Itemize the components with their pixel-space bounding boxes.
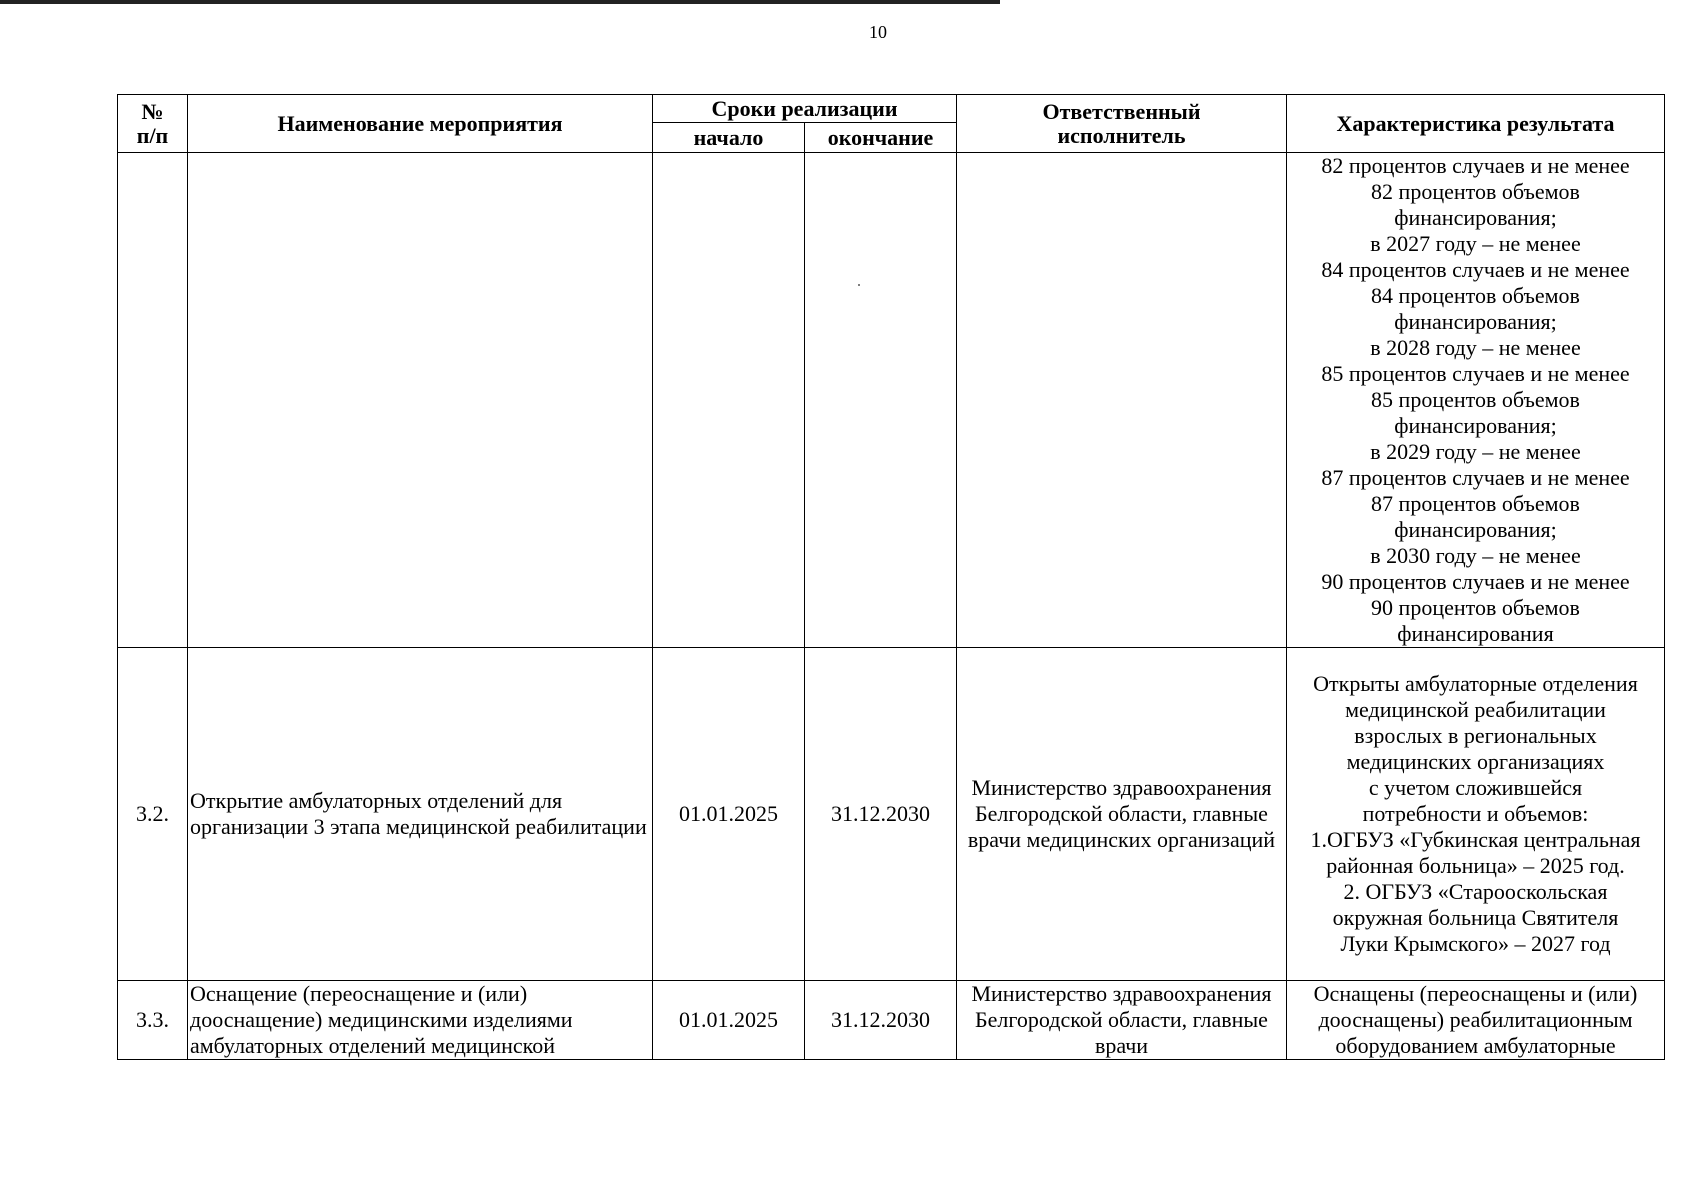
header-executor: Ответственный исполнитель <box>957 95 1287 153</box>
header-terms: Сроки реализации <box>653 95 957 123</box>
page-number: 10 <box>869 22 887 42</box>
table-row <box>118 981 1665 1060</box>
header-end: окончание <box>805 123 957 153</box>
row-end <box>805 153 957 648</box>
row-result: 82 процентов случаев и не менее 82 процентов объемов финансирования; в 2027 году – не менее 84 процентов случаев и не менее 84 процентов объемов финансирования; в 2028 году – не менее 85 процентов случаев и не менее 85 процентов объемов финансирования; в 2029 году – не менее 87 процентов случаев и не менее 87 процентов объемов финансирования; в 2030 году – не менее 90 процентов случаев и не менее 90 процентов объемов финансирования <box>1287 153 1665 648</box>
row-num: 3.2. <box>118 648 188 981</box>
scan-speck <box>858 284 860 286</box>
row-executor: Министерство здравоохранения Белгородской области, главные врачи медицинских организаций <box>957 648 1287 981</box>
row-num: 3.3. <box>118 981 188 1060</box>
activities-table <box>117 94 1665 1060</box>
row-executor <box>957 153 1287 648</box>
row-result: Открыты амбулаторные отделения медицинской реабилитации взрослых в региональных медицинских организациях с учетом сложившейся потребности и объемов: 1.ОГБУЗ «Губкинская центральная районная больница» – 2025 год. 2. ОГБУЗ «Старооскольская окружная больница Святителя Луки Крымского» – 2027 год <box>1287 648 1665 981</box>
row-start <box>653 153 805 648</box>
table-row <box>118 153 1665 648</box>
header-result: Характеристика результата <box>1287 95 1665 153</box>
row-end: 31.12.2030 <box>805 981 957 1060</box>
row-result: Оснащены (переоснащены и (или) дооснащены) реабилитационным оборудованием амбулаторные <box>1287 981 1665 1060</box>
scan-border-line <box>0 0 1000 4</box>
header-start: начало <box>653 123 805 153</box>
row-start: 01.01.2025 <box>653 648 805 981</box>
row-start: 01.01.2025 <box>653 981 805 1060</box>
header-name: Наименование мероприятия <box>188 95 653 153</box>
row-end: 31.12.2030 <box>805 648 957 981</box>
row-name: Оснащение (переоснащение и (или) дооснащение) медицинскими изделиями амбулаторных отделений медицинской <box>188 981 653 1060</box>
table-row <box>118 648 1665 981</box>
row-name: Открытие амбулаторных отделений для организации 3 этапа медицинской реабилитации <box>188 648 653 981</box>
row-executor: Министерство здравоохранения Белгородской области, главные врачи <box>957 981 1287 1060</box>
header-num: № п/п <box>118 95 188 153</box>
row-name <box>188 153 653 648</box>
row-num <box>118 153 188 648</box>
